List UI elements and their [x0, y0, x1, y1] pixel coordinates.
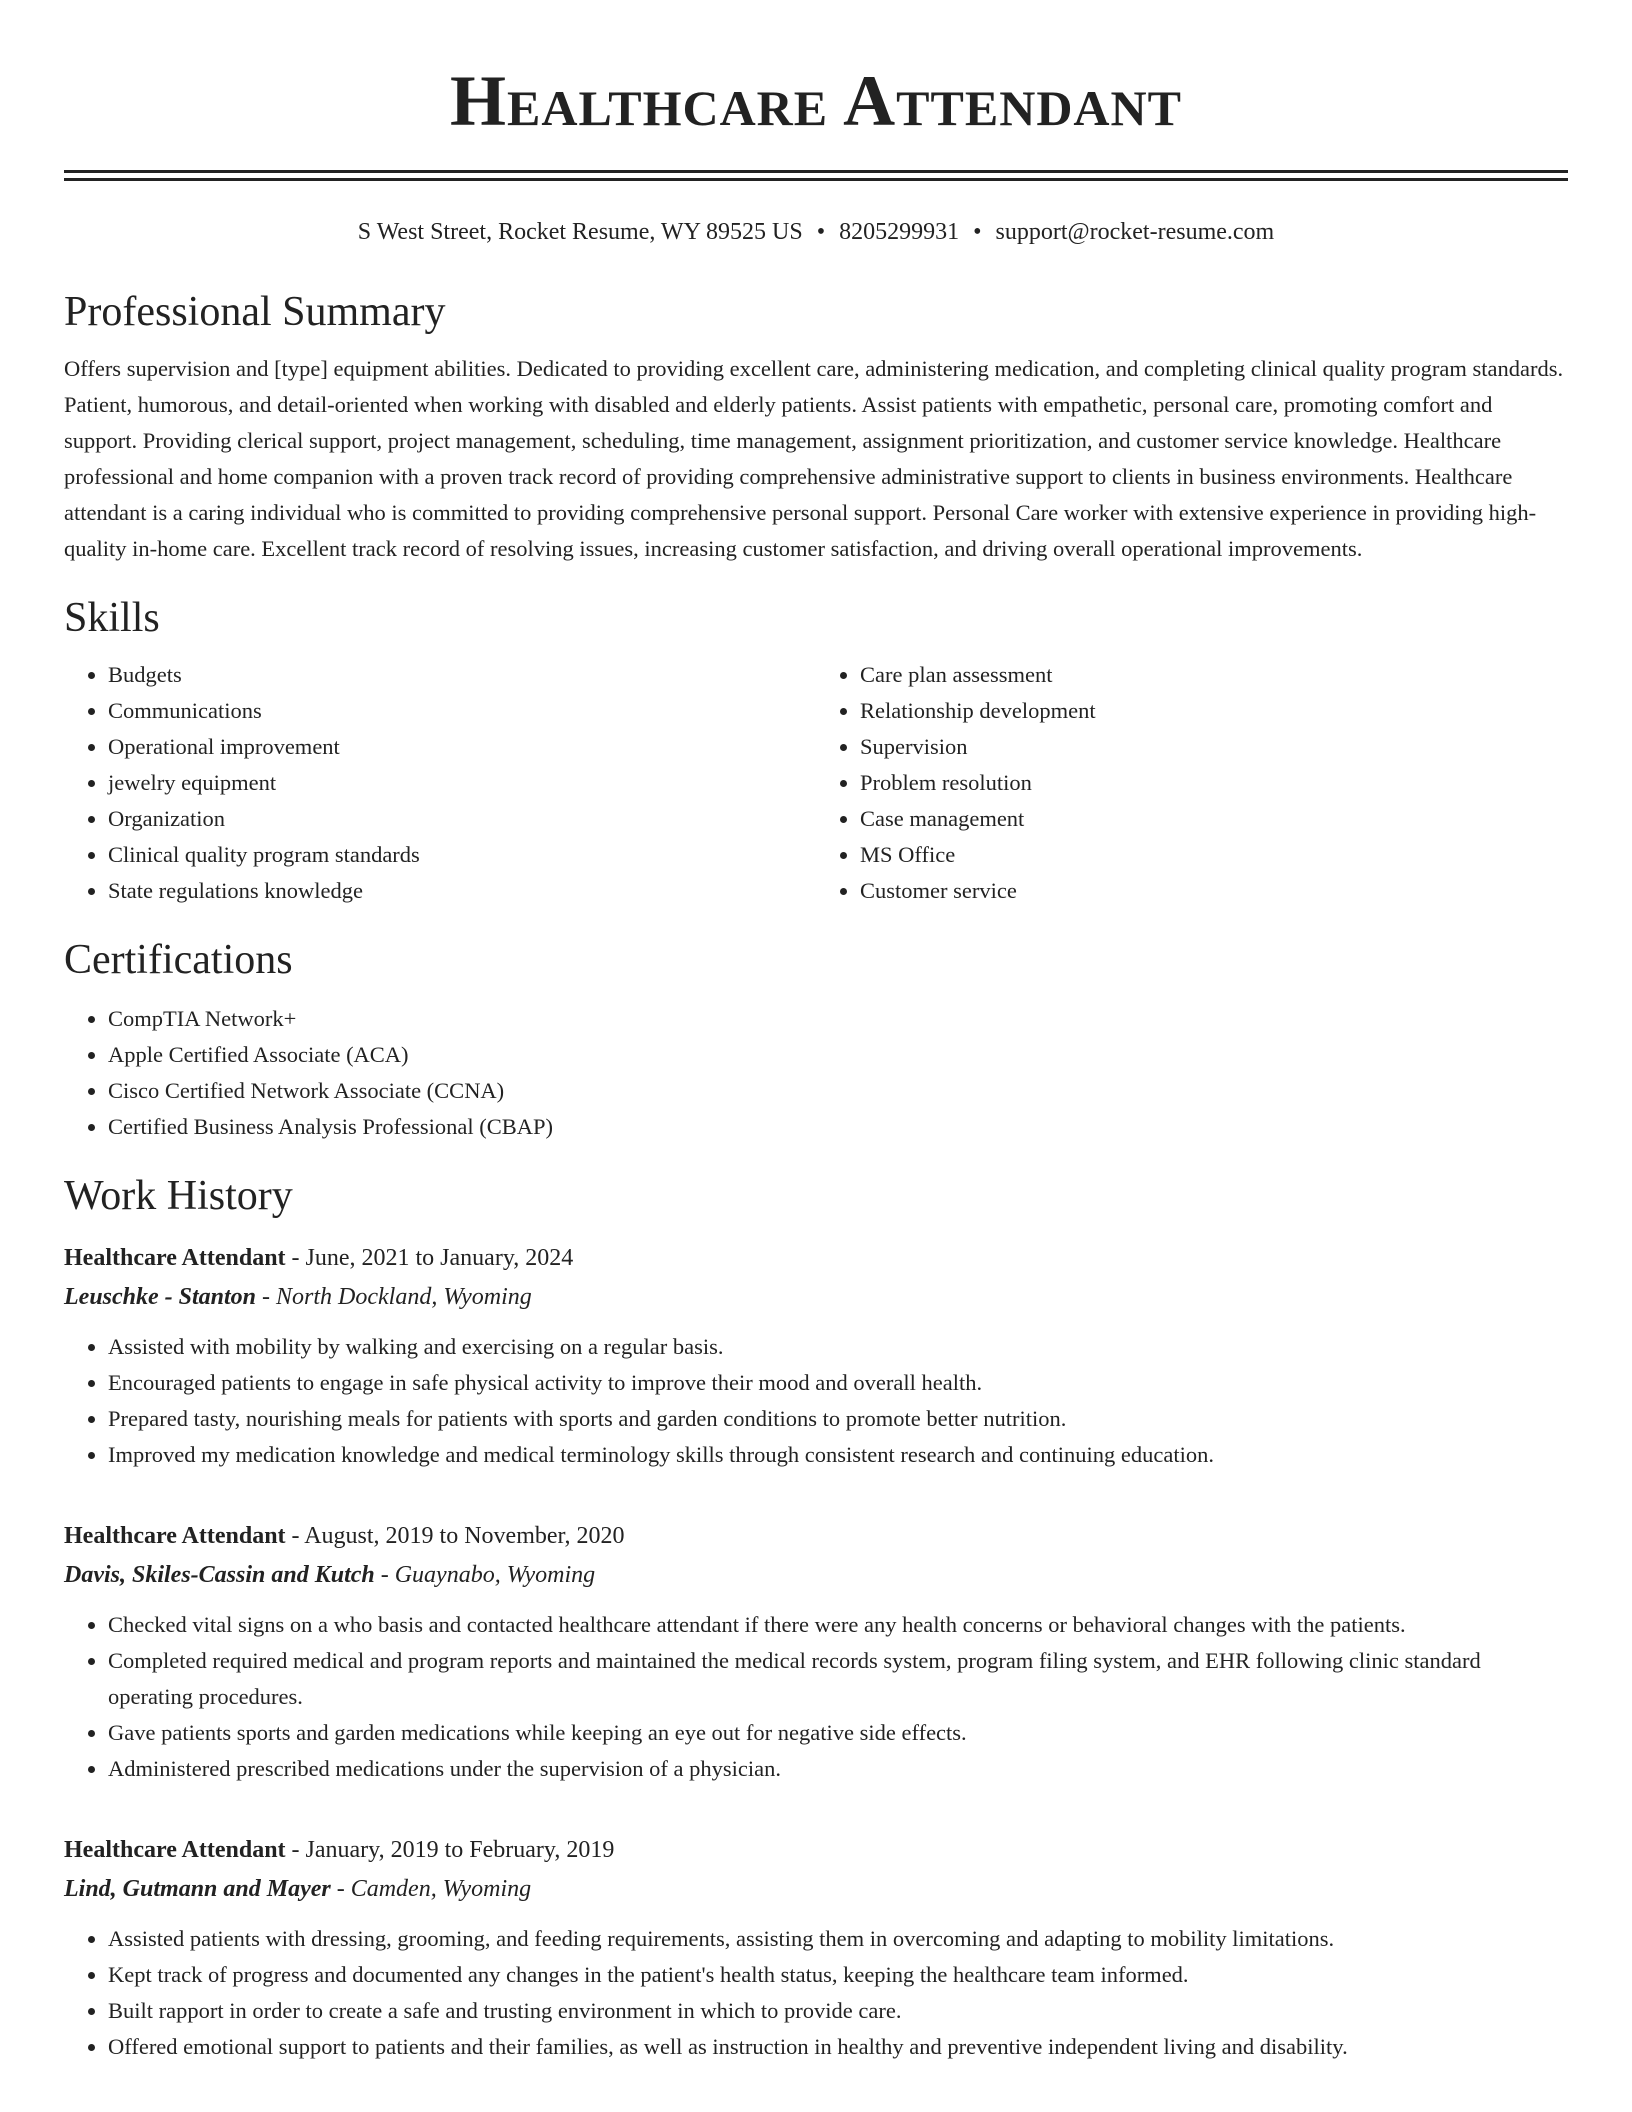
job-bullet: • Kept track of progress and documented any changes in the patient's health status, keeping the healthcare team informed.	[108, 1957, 1568, 1993]
job-bullets	[64, 1921, 1568, 2065]
company-line	[64, 1869, 1568, 1909]
job-bullet: • Encouraged patients to engage in safe physical activity to improve their mood and overall health.	[108, 1365, 1568, 1401]
job-bullet: • Built rapport in order to create a safe and trusting environment in which to provide care.	[108, 1993, 1568, 2029]
company-location: - Guaynabo, Wyoming	[374, 1562, 596, 1588]
skill-item: • Organization	[108, 801, 816, 837]
certification-item: • Apple Certified Associate (ACA)	[108, 1037, 1568, 1073]
contact-line	[64, 217, 1568, 247]
work-history-heading: Work History	[64, 1173, 293, 1219]
contact-email: support@rocket-resume.com	[995, 219, 1275, 245]
skill-item: • Relationship development	[860, 693, 1568, 729]
job-title-line	[64, 1239, 1568, 1277]
skill-item: • Problem resolution	[860, 765, 1568, 801]
job-title-line	[64, 1517, 1568, 1555]
contact-address: S West Street, Rocket Resume, WY 89525 US	[357, 219, 803, 245]
skill-item: • MS Office	[860, 837, 1568, 873]
job-dates: - June, 2021 to January, 2024	[285, 1245, 574, 1271]
skill-item: • Customer service	[860, 873, 1568, 909]
job-title: Healthcare Attendant	[64, 1245, 286, 1271]
skill-item: • Communications	[108, 693, 816, 729]
job-title-line	[64, 1831, 1568, 1869]
job-bullet: • Gave patients sports and garden medications while keeping an eye out for negative side effects.	[108, 1715, 1568, 1751]
skill-item: • Clinical quality program standards	[108, 837, 816, 873]
skill-item: • Operational improvement	[108, 729, 816, 765]
certification-item: • Cisco Certified Network Associate (CCNA)	[108, 1073, 1568, 1109]
company-location: - North Dockland, Wyoming	[256, 1284, 532, 1310]
skills-columns	[64, 657, 1568, 909]
summary-text: Offers supervision and [type] equipment abilities. Dedicated to providing excellent care, administering medication, and completing clinical quality program standards. Patient, humorous, and detail-oriented when working with disabled and elderly patients. Assist patients with empathetic, personal care, promoting comfort and support. Providing clerical support, project management, scheduling, time management, assignment prioritization, and customer service knowledge. Healthcare professional and home companion with a proven track record of providing comprehensive administrative support to clients in business environments. Healthcare attendant is a caring individual who is committed to providing comprehensive personal support. Personal Care worker with extensive experience in providing high-quality in-home care. Excellent track record of resolving issues, increasing customer satisfaction, and driving overall operational improvements.	[64, 356, 1564, 561]
skills-right-list	[816, 657, 1568, 909]
job-bullet: • Prepared tasty, nourishing meals for patients with sports and garden conditions to promote better nutrition.	[108, 1401, 1568, 1437]
company-line	[64, 1277, 1568, 1317]
company-name: Davis, Skiles-Cassin and Kutch	[64, 1562, 375, 1588]
job-title: Healthcare Attendant	[64, 1837, 286, 1863]
job-bullet: • Offered emotional support to patients and their families, as well as instruction in healthy and preventive independent living and disability.	[108, 2029, 1568, 2065]
summary-heading: Professional Summary	[64, 289, 446, 335]
certifications-heading: Certifications	[64, 937, 293, 983]
job-bullets	[64, 1607, 1568, 1787]
contact-phone: 8205299931	[839, 219, 960, 245]
job-entry	[64, 1517, 1568, 1787]
certification-item: • Certified Business Analysis Professional (CBAP)	[108, 1109, 1568, 1145]
job-entry	[64, 1831, 1568, 2065]
job-bullet: • Checked vital signs on a who basis and contacted healthcare attendant if there were any health concerns or behavioral changes with the patients.	[108, 1607, 1568, 1643]
skills-heading: Skills	[64, 595, 160, 641]
certification-item: • CompTIA Network+	[108, 1001, 1568, 1037]
skills-left-list	[64, 657, 816, 909]
job-bullet: • Administered prescribed medications under the supervision of a physician.	[108, 1751, 1568, 1787]
job-bullets	[64, 1329, 1568, 1473]
skill-item: • Supervision	[860, 729, 1568, 765]
contact-separator: •	[973, 219, 982, 245]
job-dates: - January, 2019 to February, 2019	[285, 1837, 615, 1863]
job-bullet: • Assisted with mobility by walking and exercising on a regular basis.	[108, 1329, 1568, 1365]
header-divider	[64, 170, 1568, 181]
skill-item: • jewelry equipment	[108, 765, 816, 801]
job-bullet: • Completed required medical and program reports and maintained the medical records system, program filing system, and EHR following clinic standard operating procedures.	[108, 1643, 1568, 1715]
skill-item: • State regulations knowledge	[108, 873, 816, 909]
skill-item: • Care plan assessment	[860, 657, 1568, 693]
job-entry	[64, 1239, 1568, 1473]
company-name: Leuschke - Stanton	[64, 1284, 257, 1310]
company-name: Lind, Gutmann and Mayer	[64, 1876, 331, 1902]
company-line	[64, 1555, 1568, 1595]
resume-name: Healthcare Attendant	[450, 61, 1182, 141]
job-bullet: • Improved my medication knowledge and medical terminology skills through consistent research and continuing education.	[108, 1437, 1568, 1473]
company-location: - Camden, Wyoming	[330, 1876, 532, 1902]
certifications-list	[64, 1001, 1568, 1145]
job-title: Healthcare Attendant	[64, 1523, 286, 1549]
contact-separator: •	[816, 219, 826, 245]
skill-item: • Case management	[860, 801, 1568, 837]
job-dates: - August, 2019 to November, 2020	[285, 1523, 625, 1549]
job-bullet: • Assisted patients with dressing, grooming, and feeding requirements, assisting them in overcoming and adapting to mobility limitations.	[108, 1921, 1568, 1957]
skill-item: • Budgets	[108, 657, 816, 693]
